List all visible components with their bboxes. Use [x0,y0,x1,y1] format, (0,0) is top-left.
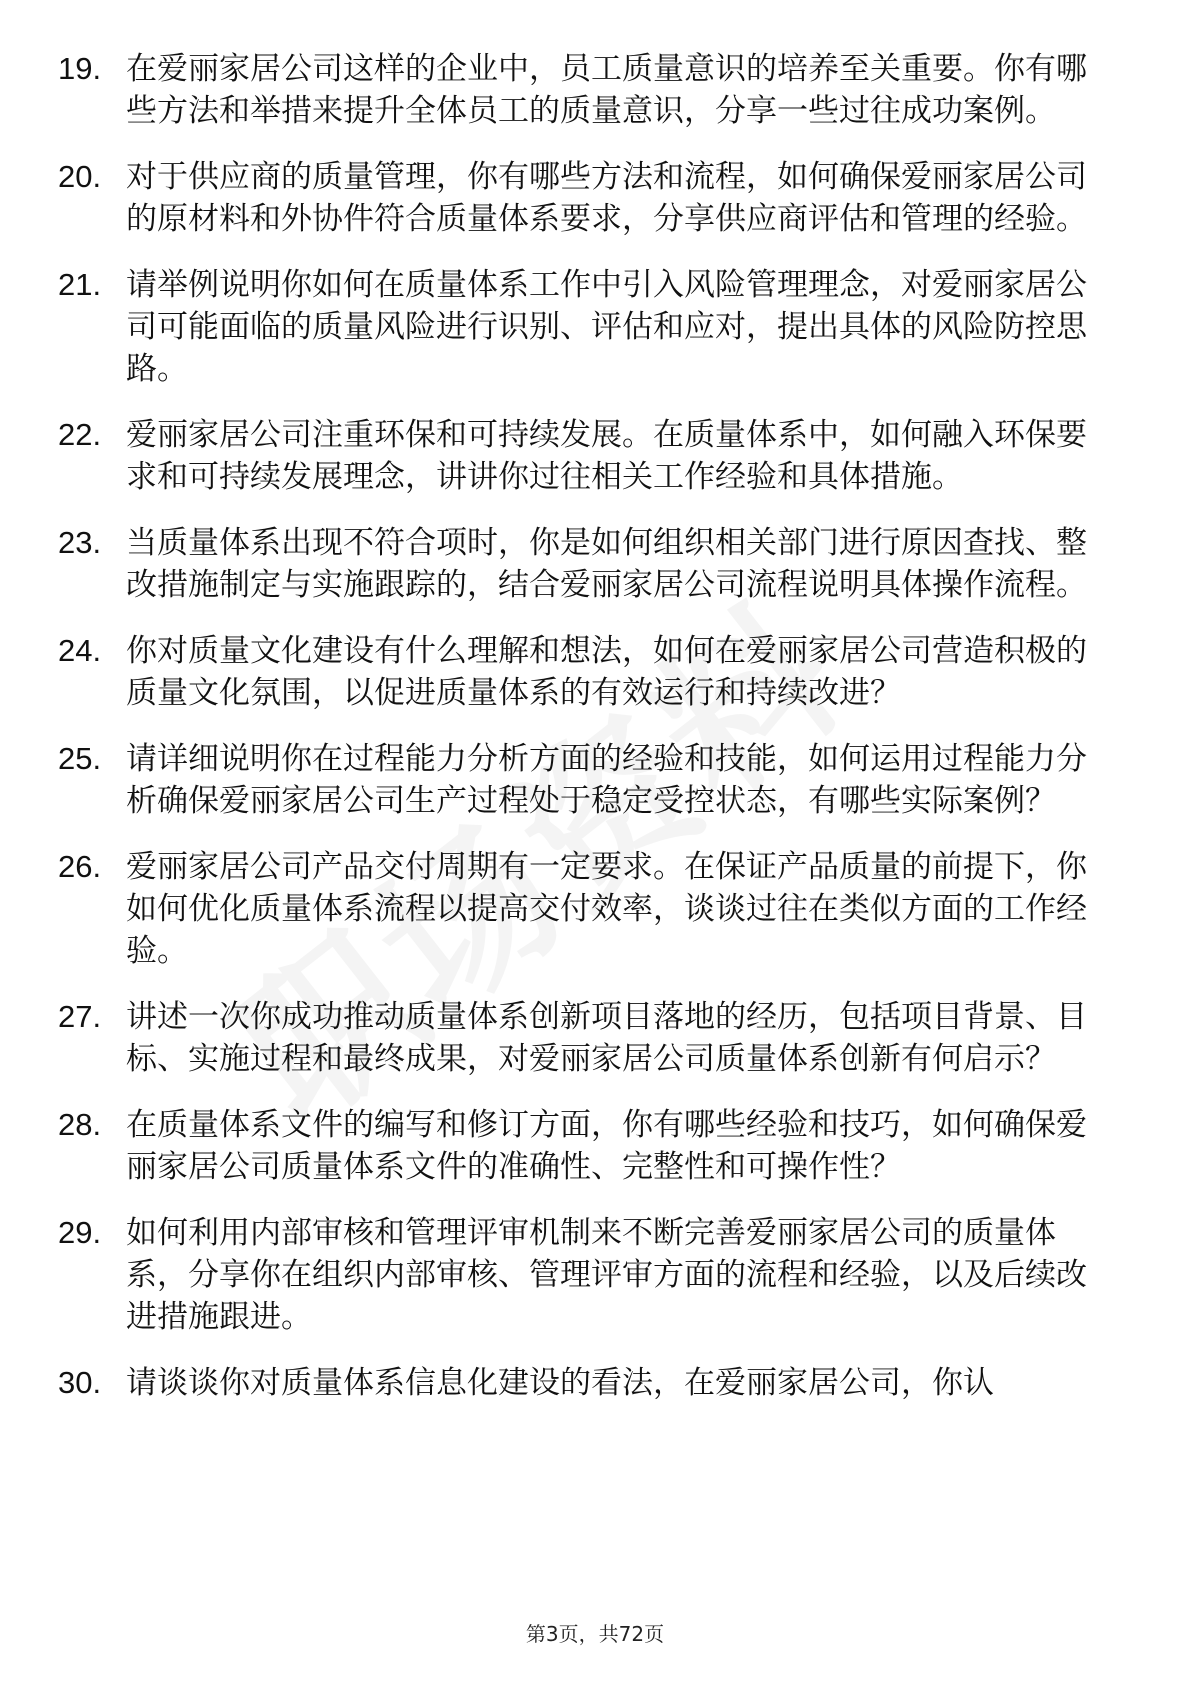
page-footer [0,1618,1190,1647]
question-number: 21. [58,267,102,302]
question-text: 对于供应商的质量管理，你有哪些方法和流程，如何确保爱丽家居公司的原材料和外协件符合质量体系要求，分享供应商评估和管理的经验。 [126,159,1087,237]
question-item [0,414,1190,498]
question-item [0,738,1190,822]
question-text: 请详细说明你在过程能力分析方面的经验和技能，如何运用过程能力分析确保爱丽家居公司生产过程处于稳定受控状态，有哪些实际案例？ [126,741,1087,819]
question-text: 当质量体系出现不符合项时，你是如何组织相关部门进行原因查找、整改措施制定与实施跟踪的，结合爱丽家居公司流程说明具体操作流程。 [126,525,1087,603]
question-text: 爱丽家居公司产品交付周期有一定要求。在保证产品质量的前提下，你如何优化质量体系流程以提高交付效率，谈谈过往在类似方面的工作经验。 [126,849,1087,969]
question-item [0,522,1190,606]
question-item [0,630,1190,714]
question-item [0,846,1190,972]
question-text: 在爱丽家居公司这样的企业中，员工质量意识的培养至关重要。你有哪些方法和举措来提升全体员工的质量意识，分享一些过往成功案例。 [126,51,1087,129]
question-number: 27. [58,999,102,1034]
question-text: 如何利用内部审核和管理评审机制来不断完善爱丽家居公司的质量体系，分享你在组织内部审核、管理评审方面的流程和经验，以及后续改进措施跟进。 [126,1215,1087,1335]
question-text: 讲述一次你成功推动质量体系创新项目落地的经历，包括项目背景、目标、实施过程和最终成果，对爱丽家居公司质量体系创新有何启示？ [126,999,1087,1077]
question-number: 19. [58,51,102,86]
question-item [0,48,1190,132]
question-number: 20. [58,159,102,194]
question-list [0,48,1190,1428]
page-number: 第3页，共72页 [525,1622,665,1646]
question-number: 22. [58,417,102,452]
question-item [0,264,1190,390]
question-item [0,1104,1190,1188]
question-text: 你对质量文化建设有什么理解和想法，如何在爱丽家居公司营造积极的质量文化氛围，以促进质量体系的有效运行和持续改进？ [126,633,1087,711]
question-number: 30. [58,1365,102,1400]
question-number: 28. [58,1107,102,1142]
question-item [0,1362,1190,1404]
question-item [0,156,1190,240]
question-text: 爱丽家居公司注重环保和可持续发展。在质量体系中，如何融入环保要求和可持续发展理念，讲讲你过往相关工作经验和具体措施。 [126,417,1087,495]
question-number: 29. [58,1215,102,1250]
question-number: 26. [58,849,102,884]
question-text: 请谈谈你对质量体系信息化建设的看法，在爱丽家居公司，你认 [126,1365,994,1401]
question-item [0,1212,1190,1338]
question-text: 请举例说明你如何在质量体系工作中引入风险管理理念，对爱丽家居公司可能面临的质量风险进行识别、评估和应对，提出具体的风险防控思路。 [126,267,1087,387]
question-number: 23. [58,525,102,560]
question-number: 24. [58,633,102,668]
question-text: 在质量体系文件的编写和修订方面，你有哪些经验和技巧，如何确保爱丽家居公司质量体系文件的准确性、完整性和可操作性？ [126,1107,1087,1185]
question-number: 25. [58,741,102,776]
question-item [0,996,1190,1080]
